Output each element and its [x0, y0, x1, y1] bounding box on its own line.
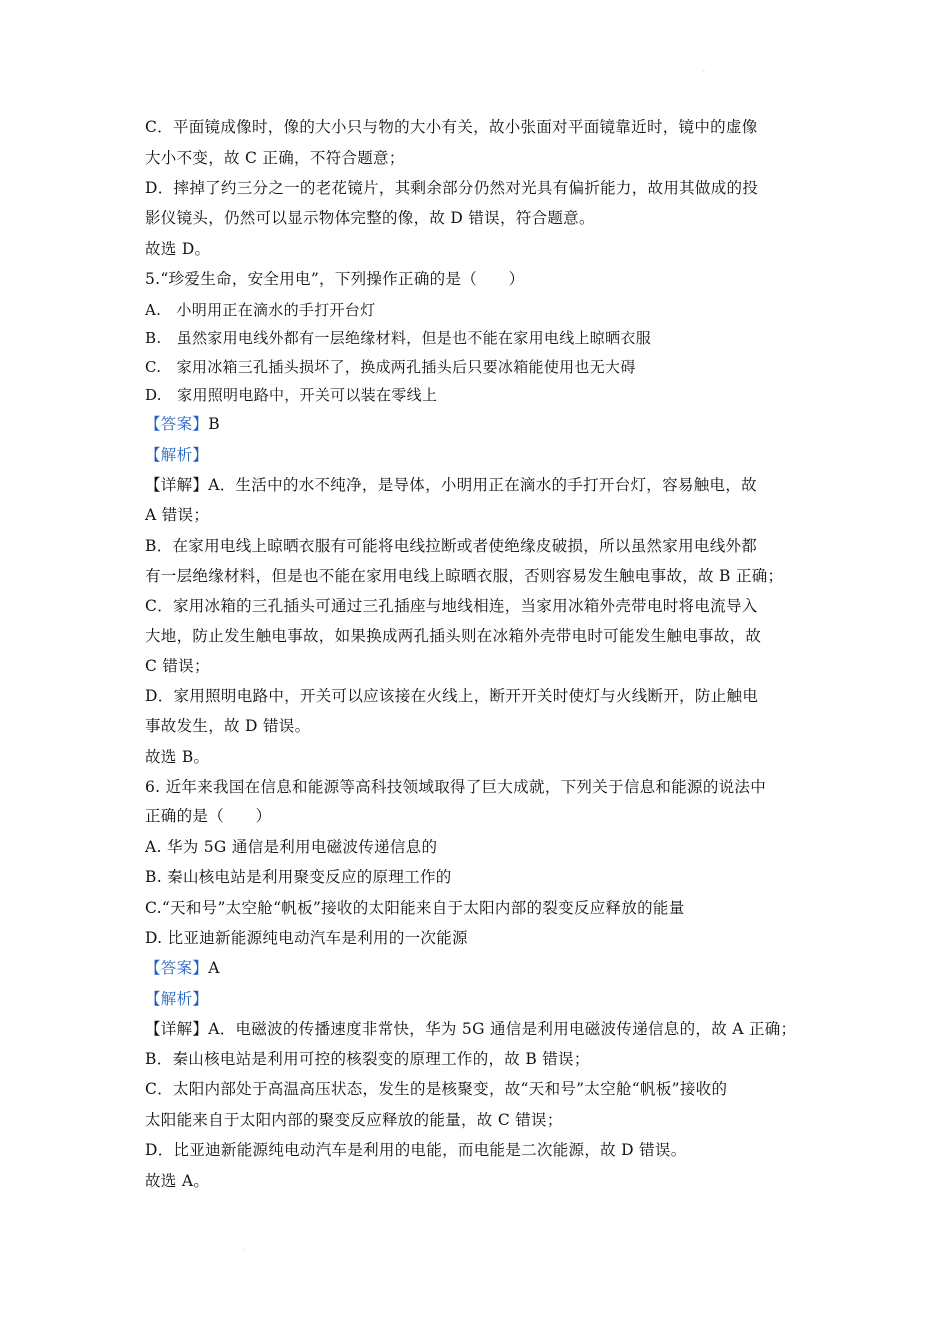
text-line: A 错误；	[145, 506, 210, 524]
question-6-option-b: B. 秦山核电站是利用聚变反应的原理工作的	[145, 868, 452, 886]
question-5-option-b: B. 虽然家用电线外都有一层绝缘材料，但是也不能在家用电线上晾晒衣服	[145, 329, 651, 347]
text-line: C．太阳内部处于高温高压状态，发生的是核聚变，故“天和号”太空舱“帆板”接收的	[145, 1080, 728, 1098]
question-6-stem: 6. 近年来我国在信息和能源等高科技领域取得了巨大成就，下列关于信息和能源的说法中	[145, 778, 767, 796]
text-line: D．比亚迪新能源纯电动汽车是利用的电能，而电能是二次能源，故 D 错误。	[145, 1141, 687, 1159]
analysis-label: 【解析】	[145, 446, 209, 464]
answer-line	[145, 958, 220, 978]
question-6-stem-cont: 正确的是（ ）	[145, 807, 272, 825]
header-mark: .	[703, 67, 705, 74]
text-line: C．家用冰箱的三孔插头可通过三孔插座与地线相连，当家用冰箱外壳带电时将电流导入	[145, 597, 758, 615]
answer-value: B	[208, 415, 220, 433]
text-line: 故选 B。	[145, 748, 210, 766]
answer-label: 【答案】	[145, 415, 209, 433]
text-line: 故选 D。	[145, 240, 211, 258]
question-5-option-c: C. 家用冰箱三孔插头损坏了，换成两孔插头后只要冰箱能使用也无大碍	[145, 358, 636, 376]
text-line: C．平面镜成像时，像的大小只与物的大小有关，故小张面对平面镜靠近时，镜中的虚像	[145, 118, 758, 136]
question-6-option-a: A. 华为 5G 通信是利用电磁波传递信息的	[145, 838, 438, 856]
text-line: B．秦山核电站是利用可控的核裂变的原理工作的，故 B 错误；	[145, 1050, 590, 1068]
analysis-label: 【解析】	[145, 990, 209, 1008]
text-line: 大小不变，故 C 正确，不符合题意；	[145, 149, 405, 167]
text-line: 【详解】A．电磁波的传播速度非常快，华为 5G 通信是利用电磁波传递信息的，故 A 正确；	[145, 1020, 797, 1038]
footer-mark: .	[243, 1245, 245, 1252]
question-6-option-c: C.“天和号”太空舱“帆板”接收的太阳能来自于太阳内部的裂变反应释放的能量	[145, 899, 685, 917]
text-line: D．摔掉了约三分之一的老花镜片，其剩余部分仍然对光具有偏折能力，故用其做成的投	[145, 179, 759, 197]
text-line: C 错误；	[145, 657, 210, 675]
text-line: B．在家用电线上晾晒衣服有可能将电线拉断或者使绝缘皮破损，所以虽然家用电线外都	[145, 537, 758, 555]
question-5-stem: 5.“珍爱生命，安全用电”，下列操作正确的是（ ）	[145, 270, 525, 288]
text-line: 影仪镜头，仍然可以显示物体完整的像，故 D 错误，符合题意。	[145, 209, 595, 227]
text-line: 【详解】A．生活中的水不纯净，是导体，小明用正在滴水的手打开台灯，容易触电，故	[145, 476, 757, 494]
answer-label: 【答案】	[145, 959, 209, 977]
text-line: 大地，防止发生触电事故，如果换成两孔插头则在冰箱外壳带电时可能发生触电事故，故	[145, 627, 762, 645]
text-line: 故选 A。	[145, 1172, 210, 1190]
text-line: D．家用照明电路中，开关可以应该接在火线上，断开开关时使灯与火线断开，防止触电	[145, 687, 759, 705]
question-5-option-a: A. 小明用正在滴水的手打开台灯	[145, 301, 376, 319]
text-line: 太阳能来自于太阳内部的聚变反应释放的能量，故 C 错误；	[145, 1111, 563, 1129]
text-line: 有一层绝缘材料，但是也不能在家用电线上晾晒衣服，否则容易发生触电事故，故 B 正确；	[145, 567, 784, 585]
question-6-option-d: D. 比亚迪新能源纯电动汽车是利用的一次能源	[145, 929, 468, 947]
answer-line	[145, 414, 220, 434]
question-5-option-d: D. 家用照明电路中，开关可以装在零线上	[145, 386, 438, 404]
answer-value: A	[208, 959, 220, 977]
text-line: 事故发生，故 D 错误。	[145, 717, 311, 735]
